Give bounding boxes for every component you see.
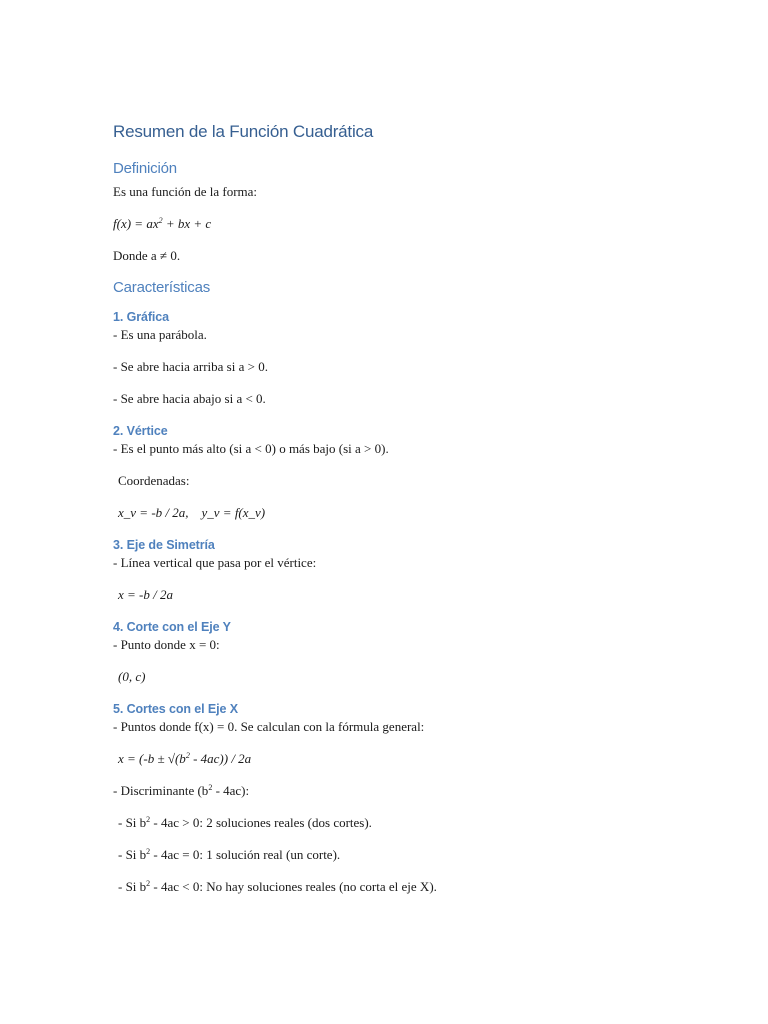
heading-caracteristicas: Características	[113, 279, 211, 296]
definicion-intro: Es una función de la forma:	[113, 184, 258, 199]
cortes-x-line: - Puntos donde f(x) = 0. Se calculan con la fórmula general:	[113, 719, 425, 734]
discriminante-line	[113, 782, 673, 800]
heading-definicion: Definición	[113, 160, 177, 177]
superscript: 2	[146, 815, 151, 824]
vertice-coords-label: Coordenadas:	[118, 473, 190, 488]
document-title: Resumen de la Función Cuadrática	[113, 122, 374, 141]
vertice-formula: x_v = -b / 2a, y_v = f(x_v)	[118, 505, 266, 520]
text-part: - Si b	[118, 879, 147, 894]
text-part: - 4ac):	[212, 783, 250, 798]
general-formula	[113, 750, 673, 768]
section-caracteristicas	[113, 279, 673, 896]
corte-y-line: - Punto donde x = 0:	[113, 637, 220, 652]
text-part: - Si b	[118, 815, 147, 830]
heading-corte-y: 4. Corte con el Eje Y	[113, 620, 231, 634]
heading-grafica: 1. Gráfica	[113, 310, 169, 324]
text-part: - Si b	[118, 847, 147, 862]
text-part: - 4ac > 0: 2 soluciones reales (dos cortes).	[150, 815, 372, 830]
text-part: - Discriminante (b	[113, 783, 209, 798]
superscript: 2	[208, 783, 213, 792]
definicion-condition: Donde a ≠ 0.	[113, 248, 181, 263]
superscript: 2	[158, 216, 163, 225]
superscript: 2	[146, 879, 151, 888]
document-page	[113, 122, 673, 910]
grafica-item: - Es una parábola.	[113, 327, 207, 342]
section-definicion	[113, 160, 673, 265]
superscript: 2	[146, 847, 151, 856]
discriminante-case	[113, 878, 673, 896]
grafica-item: - Se abre hacia abajo si a < 0.	[113, 391, 266, 406]
heading-cortes-x: 5. Cortes con el Eje X	[113, 702, 238, 716]
discriminante-case	[113, 846, 673, 864]
text-part: - 4ac = 0: 1 solución real (un corte).	[150, 847, 341, 862]
heading-eje-simetria: 3. Eje de Simetría	[113, 538, 215, 552]
eje-simetria-formula: x = -b / 2a	[118, 587, 173, 602]
vertice-line: - Es el punto más alto (si a < 0) o más bajo (si a > 0).	[113, 441, 389, 456]
grafica-item: - Se abre hacia arriba si a > 0.	[113, 359, 268, 374]
discriminante-case	[113, 814, 673, 832]
formula-part: + bx + c	[162, 216, 212, 231]
superscript: 2	[185, 751, 190, 760]
quadratic-formula	[113, 215, 673, 233]
formula-part: x = (-b ± √(b	[118, 751, 186, 766]
corte-y-formula: (0, c)	[118, 669, 146, 684]
formula-part: f(x) = ax	[113, 216, 159, 231]
formula-part: - 4ac)) / 2a	[189, 751, 252, 766]
heading-vertice: 2. Vértice	[113, 424, 168, 438]
text-part: - 4ac < 0: No hay soluciones reales (no corta el eje X).	[150, 879, 437, 894]
eje-simetria-line: - Línea vertical que pasa por el vértice:	[113, 555, 317, 570]
